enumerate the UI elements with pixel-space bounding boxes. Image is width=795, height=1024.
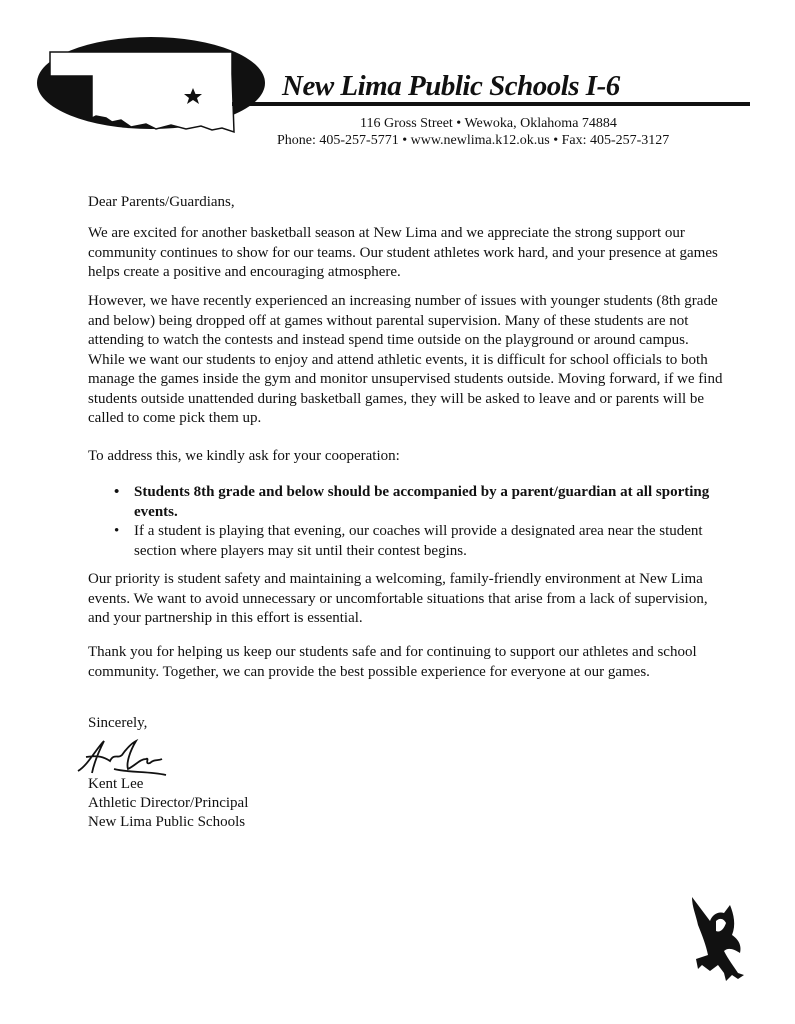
- eagle-mascot-icon: [688, 895, 748, 987]
- header-rule: [232, 102, 750, 106]
- request-list: [88, 483, 716, 561]
- oklahoma-logo: [36, 36, 268, 136]
- school-name: New Lima Public Schools I-6: [282, 70, 620, 102]
- signer-title: Athletic Director/Principal: [88, 795, 249, 811]
- signer-name: Kent Lee: [88, 776, 144, 792]
- paragraph-thanks: Thank you for helping us keep our students safe and for continuing to support our athletes and school community. Together, we can provide the best possible experience for everyone at our games.: [88, 644, 697, 680]
- contact-line: Phone: 405-257-5771 • www.newlima.k12.ok.us • Fax: 405-257-3127: [277, 133, 670, 148]
- paragraph-priority: Our priority is student safety and maintaining a welcoming, family-friendly environment at New Lima events. We want to avoid unnecessary or uncomfortable situations that arise from a lack of supervision, and your partnership in this effort is essential.: [88, 571, 708, 626]
- signer-org: New Lima Public Schools: [88, 814, 246, 830]
- paragraph-intro: We are excited for another basketball season at New Lima and we appreciate the strong support our community continues to show for our teams. Our student athletes work hard, and your presence at games helps create a positive and encouraging atmosphere.: [88, 225, 718, 280]
- closing: Sincerely,: [88, 715, 148, 731]
- paragraph-request: To address this, we kindly ask for your cooperation:: [88, 448, 400, 464]
- address-line: 116 Gross Street • Wewoka, Oklahoma 74884: [360, 116, 617, 131]
- salutation: Dear Parents/Guardians,: [88, 194, 235, 210]
- signature: [74, 735, 170, 779]
- paragraph-issue: However, we have recently experienced an increasing number of issues with younger students (8th grade and below) being dropped off at games without parental supervision. Many of these students are not attending to watch the contests and instead spend time outside on the playground or around campus. While we want our students to enjoy and attend athletic events, it is difficult for school officials to both manage the games inside the gym and monitor unsupervised students outside. Moving forward, if we find students outside unattended during basketball games, they will be asked to leave and or parents will be called to come pick them up.: [88, 293, 723, 426]
- list-item: • If a student is playing that evening, our coaches will provide a designated area near the student section where players may sit until their contest begins.: [116, 522, 716, 561]
- list-item: • Students 8th grade and below should be accompanied by a parent/guardian at all sporting events.: [116, 483, 716, 522]
